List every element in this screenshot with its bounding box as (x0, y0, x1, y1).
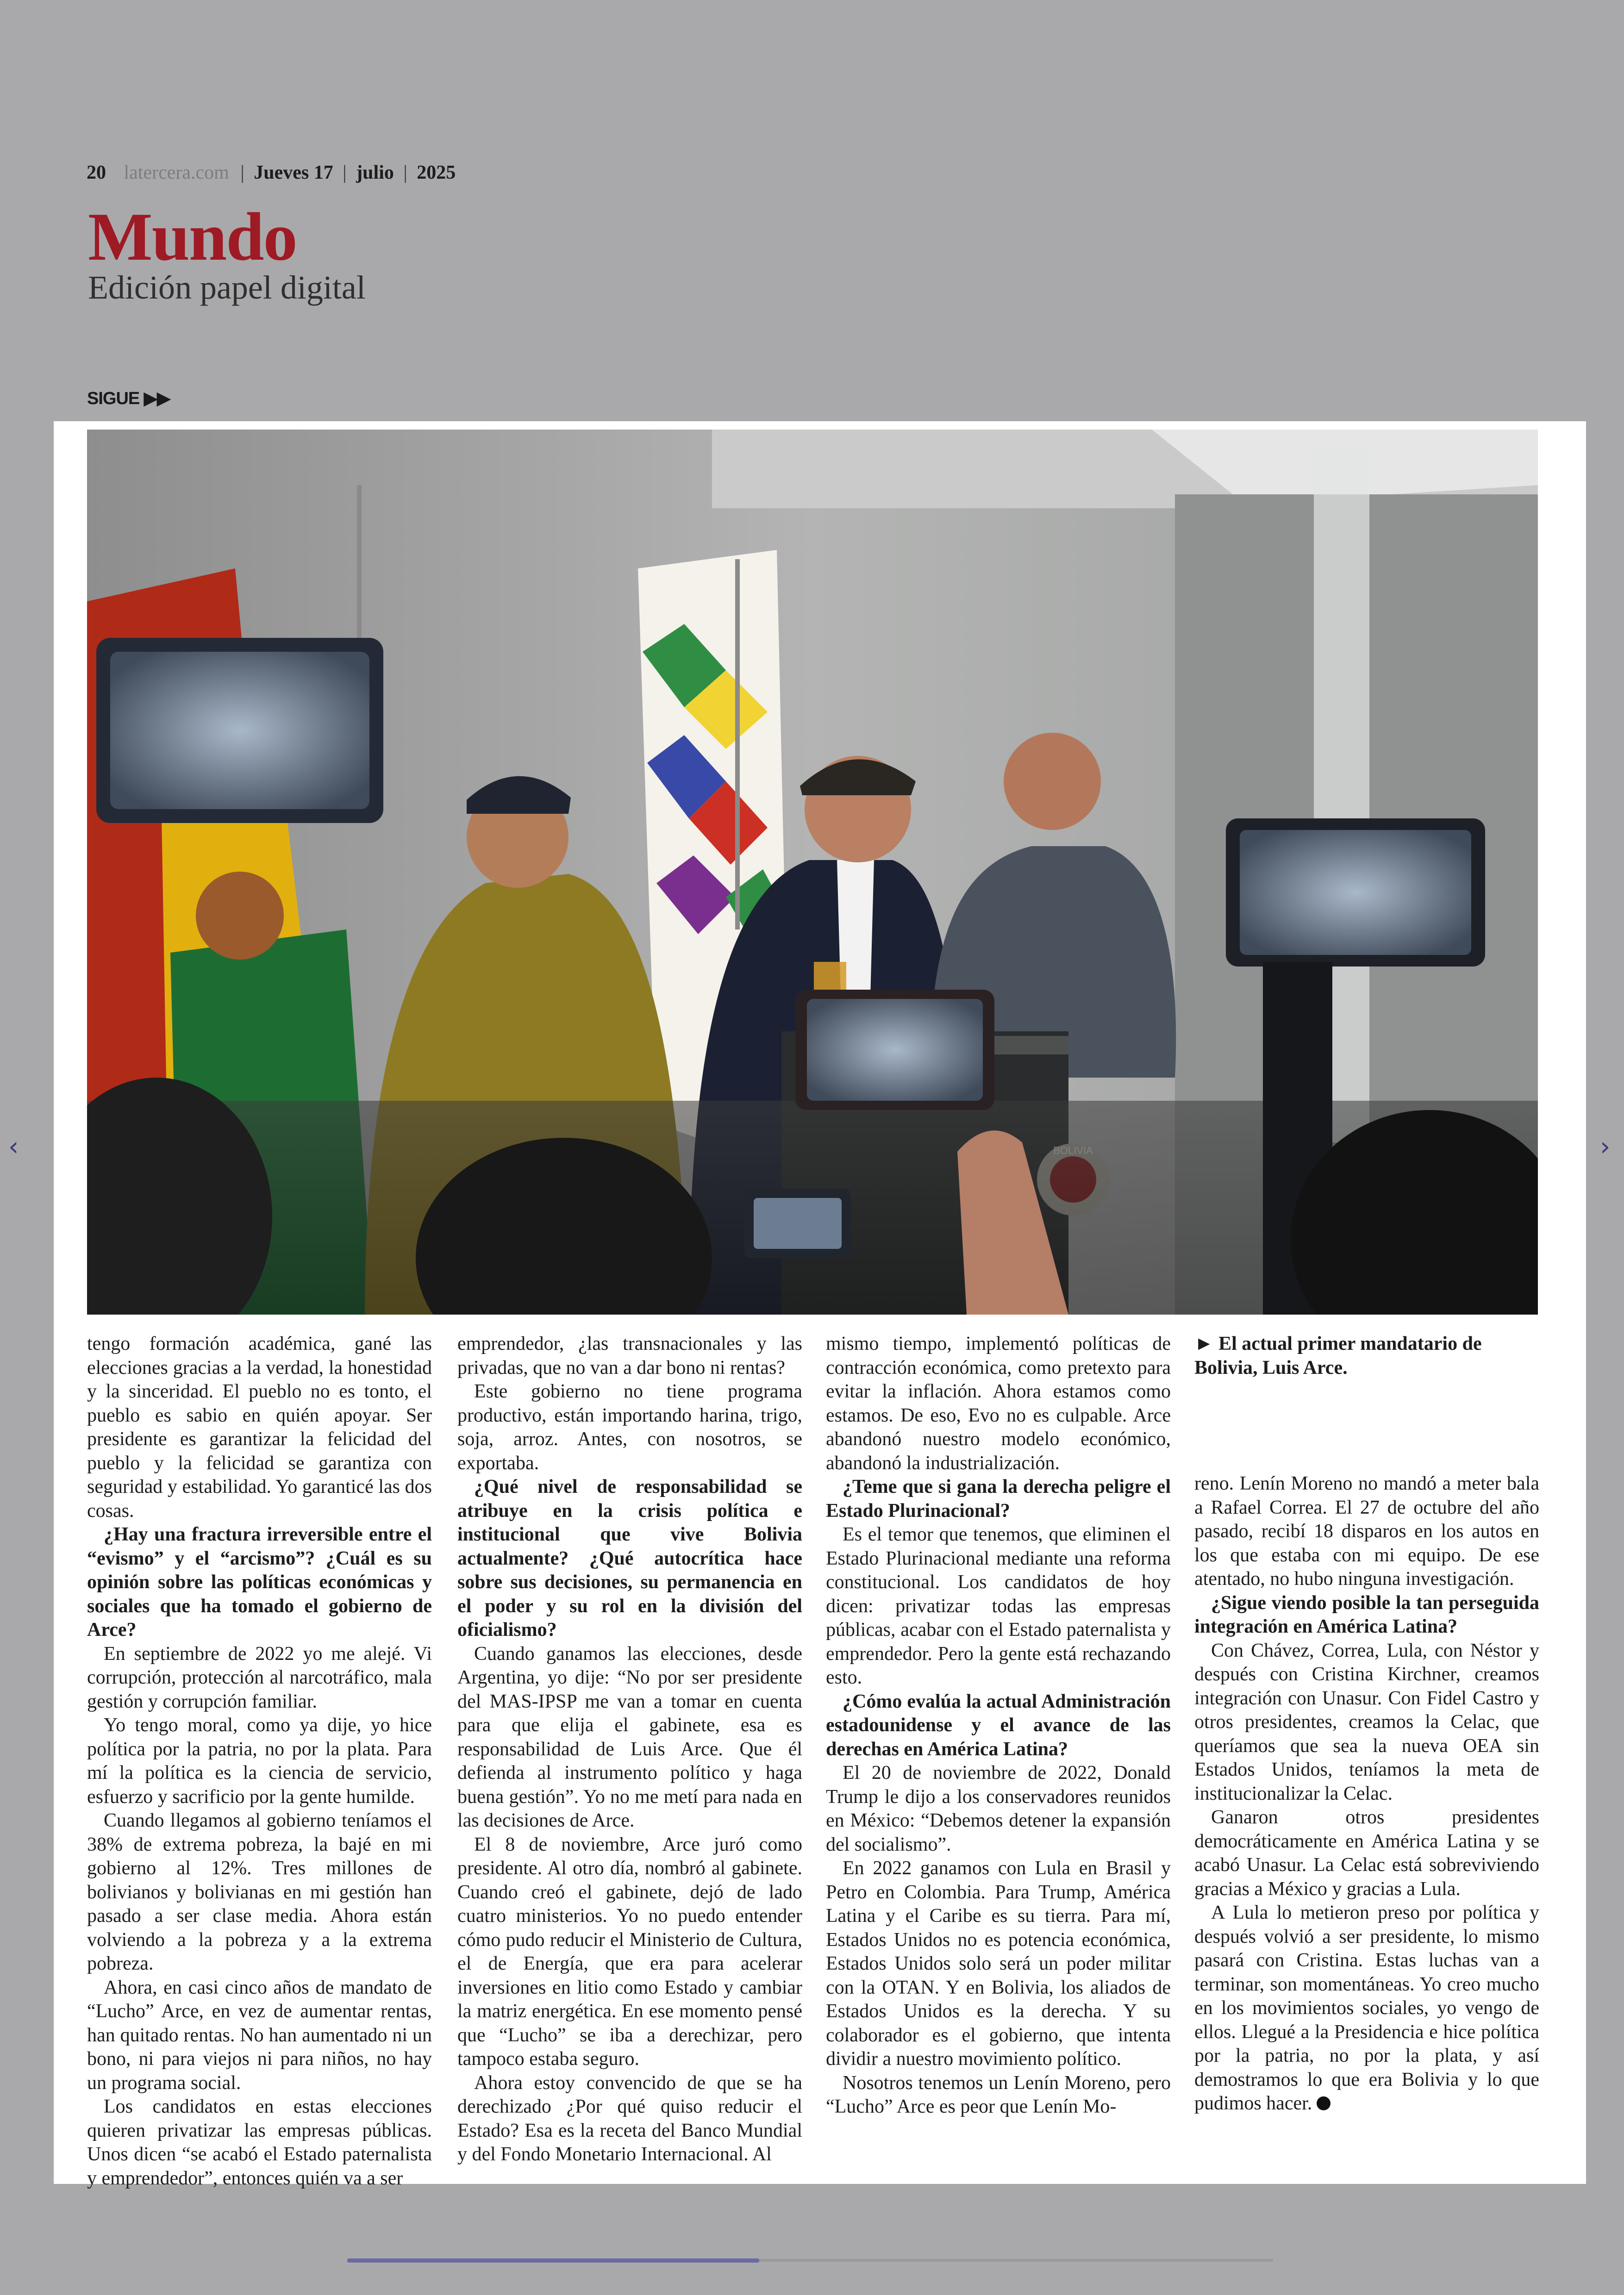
photo-illustration (87, 430, 1538, 1315)
article-paragraph: Ganaron otros presidentes democráticamente en América Latina y se acabó Unasur. La Celac está sobreviviendo gracias a México y gracias a Lula. (1194, 1807, 1539, 1900)
header-meta: 20 latercera.com | Jueves 17 | julio | 2025 (87, 162, 456, 183)
article-column-3 (826, 1332, 1171, 2119)
article-paragraph: A Lula lo metieron preso por política y después volvió a ser presidente, lo mismo pasará con Cristina. Estas luchas van a terminar, son momentáneas. Yo creo mucho en los movimientos sociales, yo vengo de ellos. Llegué a la Presidencia e hice política por la patria, no por la plata, y así demostramos lo que era Bolivia y lo que pudimos hacer. (1194, 1902, 1539, 2114)
interview-question: ¿Hay una fractura irreversible entre el “evismo” y el “arcismo”? ¿Cuál es su opinión sobre las políticas económicas y sociales que ha tomado el gobierno de Arce? (87, 1524, 432, 1640)
article-column-1 (87, 1332, 432, 2190)
newspaper-page (54, 421, 1586, 2189)
article-column-4 (1194, 1472, 1539, 2116)
interview-question: ¿Qué nivel de responsabilidad se atribuye en la crisis política e institucional que vive Bolivia actualmente? ¿Qué autocrítica hace sobre sus decisiones, su permanencia en el poder y su rol en la división del oficialismo? (457, 1476, 802, 1640)
press-conference-photo (87, 430, 1538, 1315)
article-paragraph: En septiembre de 2022 yo me alejé. Vi corrupción, protección al narcotráfico, mala gestión y corrupción familiar. (87, 1643, 432, 1712)
photo-caption: ► El actual primer mandatario de Bolivia, Luis Arce. (1194, 1333, 1482, 1378)
article-paragraph: tengo formación académica, gané las elecciones gracias a la verdad, la honestidad y la sinceridad. El pueblo no es tonto, el pueblo es sabio en quién apoyar. Ser presidente es garantizar la felicidad del pueblo y la felicidad se garantiza con seguridad y estabilidad. Yo garanticé las dos cosas. (87, 1333, 432, 1522)
issue-year: 2025 (417, 162, 456, 183)
article-end-icon (1317, 2096, 1330, 2110)
article-paragraph: El 20 de noviembre de 2022, Donald Trump le dijo a los conservadores reunidos en México: “Debemos detener la expansión del socialismo”. (826, 1762, 1171, 1855)
article-paragraph: Cuando ganamos las elecciones, desde Argentina, yo dije: “No por ser presidente del MAS-IPSP me van a tomar en cuenta para que elija el gabinete, esa es responsabilidad de Luis Arce. Que él defienda al instrumento político y haga buena gestión”. Yo no me metí para nada en las decisiones de Arce. (457, 1643, 802, 1831)
article-paragraph: mismo tiempo, implementó políticas de contracción económica, como pretexto para evitar la inflación. Ahora estamos como estamos. De eso, Evo no es culpable. Arce abandonó nuestro modelo económico, abandonó la industrialización. (826, 1333, 1171, 1474)
article-paragraph: En 2022 ganamos con Lula en Brasil y Petro en Colombia. Para Trump, América Latina y el Caribe es su tierra. Para mí, Estados Unidos no es potencia económica, Estados Unidos solo será un poder militar con la OTAN. Y en Bolivia, los aliados de Estados Unidos es la derecha. Y su colaborador es el gobierno, que intenta dividir a nuestro movimiento político. (826, 1858, 1171, 2070)
page-scroll-thumb[interactable] (347, 2258, 759, 2263)
article-column-2 (457, 1332, 802, 2167)
article-paragraph: Ahora, en casi cinco años de mandato de “Lucho” Arce, en vez de aumentar rentas, han quitado rentas. No han aumentado ni un bono, ni para viejos ni para niños, no hay un programa social. (87, 1977, 432, 2094)
section-title: Mundo (88, 199, 297, 275)
article-paragraph: El 8 de noviembre, Arce juró como presidente. Al otro día, nombró al gabinete. Cuando creó el gabinete, dejó de lado cuatro ministerios. Yo no puedo entender cómo pudo reducir el Ministerio de Cultura, el de Energía, que era para acelerar inversiones en litio como Estado y cambiar la matriz energética. En ese momento pensé que “Lucho” se iba a derechizar, pero tampoco estaba seguro. (457, 1834, 802, 2070)
article-paragraph: Cuando llegamos al gobierno teníamos el 38% de extrema pobreza, la bajé en mi gobierno al 12%. Tres millones de bolivianos y bolivianas en mi gestión han pasado a ser clase media. Ahora están volviendo a la pobreza y a la extrema pobreza. (87, 1810, 432, 1974)
edition-subtitle: Edición papel digital (88, 269, 366, 306)
article-paragraph: Este gobierno no tiene programa productivo, están importando harina, trigo, soja, arroz. Antes, con nosotros, se exportaba. (457, 1381, 802, 1474)
article-paragraph: Yo tengo moral, como ya dije, yo hice política por la patria, no por la plata. Para mí la política es la ciencia de servicio, esfuerzo y sacrificio por la gente humilde. (87, 1715, 432, 1808)
article-paragraph: reno. Lenín Moreno no mandó a meter bala a Rafael Correa. El 27 de octubre del año pasado, recibí 18 disparos en los autos en los que estaba con mi equipo. De ese atentado, no hubo ninguna investigación. (1194, 1473, 1539, 1590)
article-paragraph: Es el temor que tenemos, que eliminen el Estado Plurinacional mediante una reforma constitucional. Los candidatos de hoy dicen: privatizar todas las empresas públicas, acabar con el Estado paternalista y emprendedor. Pero la gente está rechazando esto. (826, 1524, 1171, 1688)
interview-question: ¿Teme que si gana la derecha peligre el Estado Plurinacional? (826, 1476, 1171, 1522)
prev-page-icon[interactable]: ‹ (8, 1132, 19, 1162)
page-number: 20 (87, 162, 106, 183)
article-paragraph: Ahora estoy convencido de que se ha derechizado ¿Por qué quiso reducir el Estado? Esa es la receta del Banco Mundial y del Fondo Monetario Internacional. Al (457, 2072, 802, 2165)
article-paragraph: emprendedor, ¿las transnacionales y las privadas, que no van a dar bono ni rentas? (457, 1333, 802, 1378)
article-paragraph: Con Chávez, Correa, Lula, con Néstor y después con Cristina Kirchner, creamos integración con Unasur. Con Fidel Castro y otros presidentes, creamos la Celac, que queríamos que sea la nueva OEA sin Estados Unidos, teníamos la meta de institucionalizar la Celac. (1194, 1640, 1539, 1804)
interview-question: ¿Sigue viendo posible la tan perseguida integración en América Latina? (1194, 1592, 1539, 1637)
article-paragraph: Los candidatos en estas elecciones quieren privatizar las empresas públicas. Unos dicen “se acabó el Estado paternalista y emprendedor”, entonces quién va a ser (87, 2096, 432, 2189)
issue-month: julio (356, 162, 394, 183)
article-paragraph: Nosotros tenemos un Lenín Moreno, pero “Lucho” Arce es peor que Lenín Mo- (826, 2072, 1171, 2117)
continue-label: SIGUE ▶▶ (87, 389, 170, 408)
interview-question: ¿Cómo evalúa la actual Administración estadounidense y el avance de las derechas en América Latina? (826, 1690, 1171, 1760)
issue-day: Jueves 17 (254, 162, 333, 183)
next-page-icon[interactable]: › (1600, 1132, 1611, 1162)
site-name[interactable]: latercera.com (124, 162, 229, 183)
